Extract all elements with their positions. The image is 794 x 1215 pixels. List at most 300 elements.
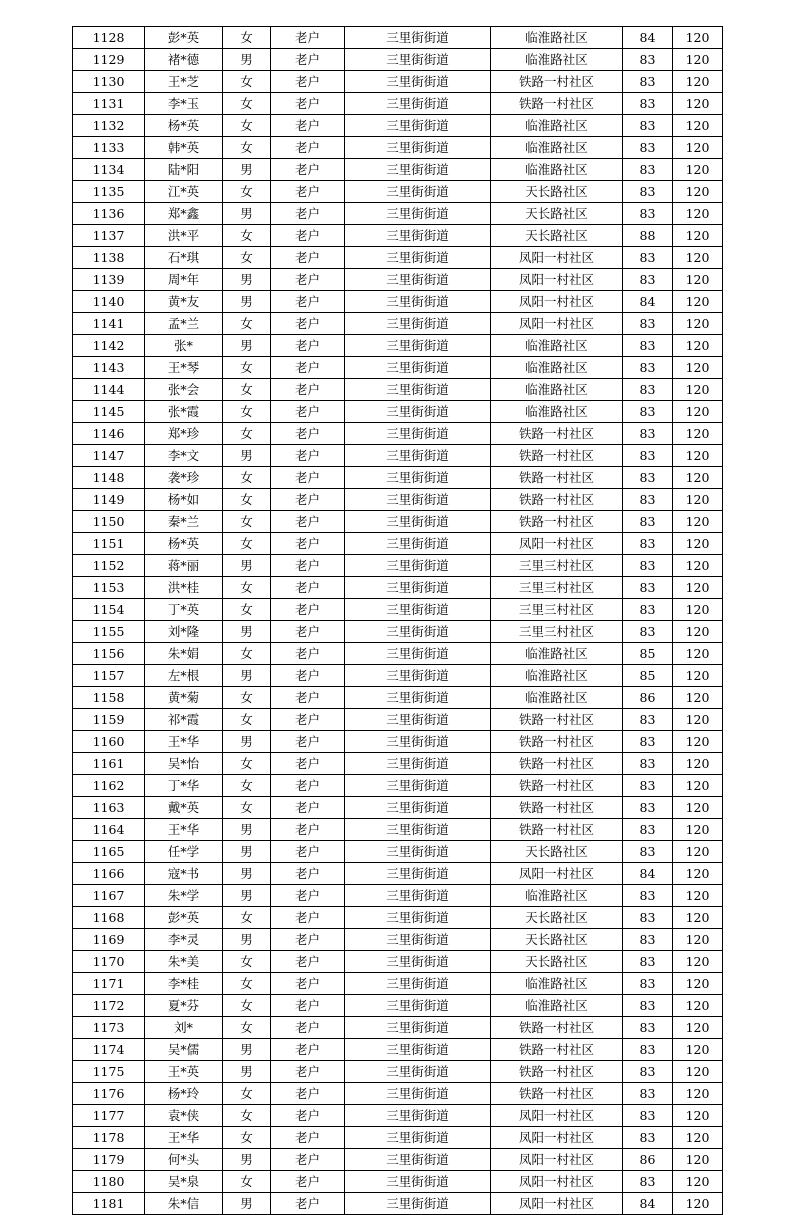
cell-type: 老户: [271, 269, 345, 291]
cell-sex: 女: [223, 93, 271, 115]
table-row: [73, 291, 723, 313]
cell-age: 83: [623, 885, 673, 907]
cell-id: 1178: [73, 1127, 145, 1149]
cell-type: 老户: [271, 775, 345, 797]
cell-id: 1140: [73, 291, 145, 313]
cell-age: 83: [623, 907, 673, 929]
cell-name: 褚*德: [145, 49, 223, 71]
cell-sex: 女: [223, 995, 271, 1017]
table-row: [73, 709, 723, 731]
cell-type: 老户: [271, 995, 345, 1017]
cell-age: 83: [623, 709, 673, 731]
cell-community: 三里三村社区: [491, 621, 623, 643]
table-row: [73, 731, 723, 753]
cell-type: 老户: [271, 841, 345, 863]
cell-amount: 120: [673, 1017, 723, 1039]
cell-type: 老户: [271, 1149, 345, 1171]
cell-amount: 120: [673, 577, 723, 599]
cell-community: 临淮路社区: [491, 995, 623, 1017]
cell-street: 三里街街道: [345, 511, 491, 533]
cell-community: 临淮路社区: [491, 665, 623, 687]
cell-id: 1171: [73, 973, 145, 995]
cell-street: 三里街街道: [345, 599, 491, 621]
cell-sex: 女: [223, 1083, 271, 1105]
cell-name: 吴*怡: [145, 753, 223, 775]
cell-sex: 女: [223, 225, 271, 247]
cell-street: 三里街街道: [345, 1039, 491, 1061]
cell-amount: 120: [673, 533, 723, 555]
cell-id: 1169: [73, 929, 145, 951]
cell-age: 83: [623, 445, 673, 467]
cell-sex: 男: [223, 863, 271, 885]
cell-amount: 120: [673, 621, 723, 643]
cell-amount: 120: [673, 401, 723, 423]
cell-street: 三里街街道: [345, 819, 491, 841]
cell-id: 1174: [73, 1039, 145, 1061]
cell-age: 83: [623, 489, 673, 511]
roster-table-body: [73, 27, 723, 1215]
cell-type: 老户: [271, 929, 345, 951]
cell-id: 1167: [73, 885, 145, 907]
cell-name: 朱*信: [145, 1193, 223, 1215]
cell-sex: 女: [223, 137, 271, 159]
cell-type: 老户: [271, 137, 345, 159]
cell-community: 临淮路社区: [491, 159, 623, 181]
cell-type: 老户: [271, 71, 345, 93]
cell-amount: 120: [673, 357, 723, 379]
cell-name: 何*头: [145, 1149, 223, 1171]
table-row: [73, 907, 723, 929]
cell-street: 三里街街道: [345, 49, 491, 71]
cell-amount: 120: [673, 445, 723, 467]
table-row: [73, 313, 723, 335]
cell-name: 袁*侠: [145, 1105, 223, 1127]
cell-type: 老户: [271, 247, 345, 269]
cell-street: 三里街街道: [345, 357, 491, 379]
cell-community: 凤阳一村社区: [491, 313, 623, 335]
cell-type: 老户: [271, 1193, 345, 1215]
cell-amount: 120: [673, 995, 723, 1017]
cell-amount: 120: [673, 335, 723, 357]
cell-age: 85: [623, 643, 673, 665]
table-row: [73, 951, 723, 973]
cell-age: 83: [623, 841, 673, 863]
cell-sex: 女: [223, 1105, 271, 1127]
cell-age: 83: [623, 775, 673, 797]
cell-street: 三里街街道: [345, 885, 491, 907]
cell-community: 临淮路社区: [491, 27, 623, 49]
cell-id: 1172: [73, 995, 145, 1017]
cell-type: 老户: [271, 577, 345, 599]
cell-name: 寇*书: [145, 863, 223, 885]
cell-sex: 男: [223, 555, 271, 577]
cell-street: 三里街街道: [345, 489, 491, 511]
cell-name: 刘*隆: [145, 621, 223, 643]
cell-street: 三里街街道: [345, 753, 491, 775]
cell-community: 铁路一村社区: [491, 1039, 623, 1061]
cell-amount: 120: [673, 1061, 723, 1083]
cell-name: 杨*玲: [145, 1083, 223, 1105]
cell-name: 彭*英: [145, 907, 223, 929]
cell-amount: 120: [673, 665, 723, 687]
cell-street: 三里街街道: [345, 93, 491, 115]
cell-id: 1157: [73, 665, 145, 687]
table-row: [73, 599, 723, 621]
cell-street: 三里街街道: [345, 1083, 491, 1105]
cell-type: 老户: [271, 709, 345, 731]
cell-sex: 女: [223, 775, 271, 797]
cell-street: 三里街街道: [345, 423, 491, 445]
cell-age: 83: [623, 203, 673, 225]
cell-community: 天长路社区: [491, 203, 623, 225]
cell-id: 1134: [73, 159, 145, 181]
cell-name: 朱*学: [145, 885, 223, 907]
cell-age: 83: [623, 929, 673, 951]
table-row: [73, 775, 723, 797]
cell-id: 1149: [73, 489, 145, 511]
cell-community: 铁路一村社区: [491, 489, 623, 511]
cell-type: 老户: [271, 1171, 345, 1193]
cell-amount: 120: [673, 225, 723, 247]
cell-name: 郑*鑫: [145, 203, 223, 225]
cell-name: 李*文: [145, 445, 223, 467]
cell-sex: 男: [223, 819, 271, 841]
cell-type: 老户: [271, 27, 345, 49]
cell-age: 83: [623, 1061, 673, 1083]
cell-sex: 女: [223, 599, 271, 621]
cell-street: 三里街街道: [345, 335, 491, 357]
cell-amount: 120: [673, 1039, 723, 1061]
cell-amount: 120: [673, 467, 723, 489]
cell-id: 1138: [73, 247, 145, 269]
cell-sex: 女: [223, 577, 271, 599]
cell-type: 老户: [271, 731, 345, 753]
cell-type: 老户: [271, 1017, 345, 1039]
cell-name: 李*桂: [145, 973, 223, 995]
cell-name: 朱*美: [145, 951, 223, 973]
cell-sex: 女: [223, 973, 271, 995]
cell-id: 1144: [73, 379, 145, 401]
cell-amount: 120: [673, 511, 723, 533]
cell-sex: 女: [223, 1171, 271, 1193]
cell-street: 三里街街道: [345, 797, 491, 819]
cell-street: 三里街街道: [345, 159, 491, 181]
cell-amount: 120: [673, 115, 723, 137]
cell-community: 临淮路社区: [491, 357, 623, 379]
cell-sex: 男: [223, 885, 271, 907]
cell-age: 83: [623, 577, 673, 599]
cell-sex: 男: [223, 731, 271, 753]
cell-type: 老户: [271, 225, 345, 247]
cell-amount: 120: [673, 731, 723, 753]
table-row: [73, 379, 723, 401]
cell-community: 三里三村社区: [491, 555, 623, 577]
cell-type: 老户: [271, 445, 345, 467]
table-row: [73, 115, 723, 137]
cell-age: 86: [623, 1149, 673, 1171]
cell-id: 1164: [73, 819, 145, 841]
cell-type: 老户: [271, 467, 345, 489]
cell-id: 1175: [73, 1061, 145, 1083]
table-row: [73, 401, 723, 423]
cell-sex: 女: [223, 951, 271, 973]
cell-amount: 120: [673, 951, 723, 973]
table-row: [73, 27, 723, 49]
table-row: [73, 841, 723, 863]
cell-type: 老户: [271, 819, 345, 841]
cell-amount: 120: [673, 841, 723, 863]
table-row: [73, 71, 723, 93]
cell-street: 三里街街道: [345, 71, 491, 93]
cell-community: 天长路社区: [491, 225, 623, 247]
cell-age: 83: [623, 511, 673, 533]
cell-type: 老户: [271, 599, 345, 621]
cell-sex: 男: [223, 1061, 271, 1083]
cell-name: 杨*英: [145, 115, 223, 137]
cell-type: 老户: [271, 951, 345, 973]
cell-community: 铁路一村社区: [491, 1061, 623, 1083]
cell-amount: 120: [673, 929, 723, 951]
cell-street: 三里街街道: [345, 1193, 491, 1215]
cell-community: 凤阳一村社区: [491, 863, 623, 885]
cell-id: 1168: [73, 907, 145, 929]
cell-community: 铁路一村社区: [491, 423, 623, 445]
table-row: [73, 1083, 723, 1105]
cell-amount: 120: [673, 93, 723, 115]
cell-id: 1139: [73, 269, 145, 291]
cell-type: 老户: [271, 643, 345, 665]
cell-age: 83: [623, 181, 673, 203]
cell-id: 1165: [73, 841, 145, 863]
cell-name: 洪*桂: [145, 577, 223, 599]
cell-community: 凤阳一村社区: [491, 1149, 623, 1171]
cell-sex: 女: [223, 181, 271, 203]
cell-street: 三里街街道: [345, 27, 491, 49]
cell-name: 丁*英: [145, 599, 223, 621]
cell-street: 三里街街道: [345, 555, 491, 577]
cell-id: 1152: [73, 555, 145, 577]
cell-sex: 女: [223, 1017, 271, 1039]
cell-age: 83: [623, 995, 673, 1017]
cell-type: 老户: [271, 621, 345, 643]
cell-age: 86: [623, 687, 673, 709]
cell-community: 天长路社区: [491, 951, 623, 973]
cell-community: 凤阳一村社区: [491, 1171, 623, 1193]
cell-street: 三里街街道: [345, 181, 491, 203]
cell-age: 83: [623, 621, 673, 643]
cell-community: 凤阳一村社区: [491, 247, 623, 269]
cell-street: 三里街街道: [345, 621, 491, 643]
cell-name: 夏*芬: [145, 995, 223, 1017]
cell-amount: 120: [673, 599, 723, 621]
cell-amount: 120: [673, 269, 723, 291]
cell-amount: 120: [673, 489, 723, 511]
cell-type: 老户: [271, 533, 345, 555]
table-row: [73, 269, 723, 291]
cell-type: 老户: [271, 203, 345, 225]
table-row: [73, 159, 723, 181]
cell-type: 老户: [271, 313, 345, 335]
cell-street: 三里街街道: [345, 665, 491, 687]
cell-community: 凤阳一村社区: [491, 291, 623, 313]
cell-amount: 120: [673, 27, 723, 49]
cell-name: 李*灵: [145, 929, 223, 951]
cell-amount: 120: [673, 1149, 723, 1171]
cell-age: 83: [623, 797, 673, 819]
cell-amount: 120: [673, 247, 723, 269]
cell-age: 83: [623, 555, 673, 577]
cell-community: 临淮路社区: [491, 687, 623, 709]
cell-id: 1133: [73, 137, 145, 159]
cell-street: 三里街街道: [345, 137, 491, 159]
cell-street: 三里街街道: [345, 643, 491, 665]
cell-sex: 男: [223, 335, 271, 357]
table-row: [73, 687, 723, 709]
cell-type: 老户: [271, 1127, 345, 1149]
table-row: [73, 885, 723, 907]
cell-id: 1154: [73, 599, 145, 621]
cell-amount: 120: [673, 71, 723, 93]
table-row: [73, 1105, 723, 1127]
cell-sex: 男: [223, 445, 271, 467]
cell-community: 铁路一村社区: [491, 511, 623, 533]
cell-sex: 男: [223, 929, 271, 951]
cell-sex: 男: [223, 1039, 271, 1061]
cell-id: 1143: [73, 357, 145, 379]
cell-community: 临淮路社区: [491, 137, 623, 159]
table-row: [73, 819, 723, 841]
table-row: [73, 1193, 723, 1215]
table-row: [73, 49, 723, 71]
cell-id: 1159: [73, 709, 145, 731]
roster-table: [72, 26, 723, 1215]
cell-type: 老户: [271, 555, 345, 577]
cell-community: 凤阳一村社区: [491, 533, 623, 555]
cell-street: 三里街街道: [345, 247, 491, 269]
cell-street: 三里街街道: [345, 995, 491, 1017]
cell-sex: 男: [223, 269, 271, 291]
cell-id: 1141: [73, 313, 145, 335]
cell-sex: 女: [223, 27, 271, 49]
cell-community: 铁路一村社区: [491, 1017, 623, 1039]
cell-name: 陆*阳: [145, 159, 223, 181]
cell-name: 蒋*丽: [145, 555, 223, 577]
cell-sex: 男: [223, 1149, 271, 1171]
cell-sex: 男: [223, 291, 271, 313]
cell-id: 1181: [73, 1193, 145, 1215]
cell-community: 铁路一村社区: [491, 1083, 623, 1105]
cell-community: 临淮路社区: [491, 115, 623, 137]
cell-age: 83: [623, 1127, 673, 1149]
cell-id: 1135: [73, 181, 145, 203]
cell-id: 1161: [73, 753, 145, 775]
cell-name: 王*芝: [145, 71, 223, 93]
cell-type: 老户: [271, 181, 345, 203]
cell-name: 朱*娟: [145, 643, 223, 665]
cell-sex: 女: [223, 423, 271, 445]
cell-community: 临淮路社区: [491, 401, 623, 423]
cell-age: 83: [623, 467, 673, 489]
cell-street: 三里街街道: [345, 115, 491, 137]
cell-name: 黄*友: [145, 291, 223, 313]
cell-id: 1142: [73, 335, 145, 357]
cell-street: 三里街街道: [345, 1061, 491, 1083]
cell-community: 铁路一村社区: [491, 797, 623, 819]
cell-community: 天长路社区: [491, 907, 623, 929]
table-row: [73, 1017, 723, 1039]
cell-community: 铁路一村社区: [491, 731, 623, 753]
cell-id: 1173: [73, 1017, 145, 1039]
cell-amount: 120: [673, 753, 723, 775]
cell-community: 凤阳一村社区: [491, 1127, 623, 1149]
cell-street: 三里街街道: [345, 709, 491, 731]
cell-id: 1156: [73, 643, 145, 665]
cell-age: 88: [623, 225, 673, 247]
cell-id: 1180: [73, 1171, 145, 1193]
cell-street: 三里街街道: [345, 841, 491, 863]
table-row: [73, 1061, 723, 1083]
cell-amount: 120: [673, 885, 723, 907]
table-row: [73, 445, 723, 467]
table-row: [73, 1127, 723, 1149]
cell-sex: 女: [223, 907, 271, 929]
cell-sex: 女: [223, 467, 271, 489]
table-row: [73, 93, 723, 115]
cell-amount: 120: [673, 291, 723, 313]
cell-sex: 女: [223, 401, 271, 423]
cell-sex: 女: [223, 511, 271, 533]
cell-age: 83: [623, 1105, 673, 1127]
cell-age: 84: [623, 27, 673, 49]
cell-street: 三里街街道: [345, 203, 491, 225]
cell-age: 83: [623, 819, 673, 841]
cell-street: 三里街街道: [345, 1171, 491, 1193]
cell-sex: 男: [223, 621, 271, 643]
cell-age: 83: [623, 1039, 673, 1061]
cell-age: 83: [623, 137, 673, 159]
cell-id: 1155: [73, 621, 145, 643]
cell-name: 洪*平: [145, 225, 223, 247]
cell-age: 83: [623, 973, 673, 995]
table-row: [73, 357, 723, 379]
cell-type: 老户: [271, 489, 345, 511]
cell-community: 凤阳一村社区: [491, 269, 623, 291]
cell-type: 老户: [271, 423, 345, 445]
cell-amount: 120: [673, 1171, 723, 1193]
cell-type: 老户: [271, 379, 345, 401]
cell-community: 天长路社区: [491, 841, 623, 863]
cell-name: 彭*英: [145, 27, 223, 49]
cell-community: 临淮路社区: [491, 643, 623, 665]
cell-id: 1162: [73, 775, 145, 797]
cell-amount: 120: [673, 709, 723, 731]
table-row: [73, 335, 723, 357]
cell-name: 黄*菊: [145, 687, 223, 709]
cell-amount: 120: [673, 863, 723, 885]
cell-community: 三里三村社区: [491, 599, 623, 621]
cell-street: 三里街街道: [345, 1017, 491, 1039]
cell-amount: 120: [673, 775, 723, 797]
cell-community: 天长路社区: [491, 929, 623, 951]
cell-name: 郑*珍: [145, 423, 223, 445]
cell-id: 1170: [73, 951, 145, 973]
cell-type: 老户: [271, 401, 345, 423]
cell-id: 1151: [73, 533, 145, 555]
cell-community: 临淮路社区: [491, 885, 623, 907]
cell-id: 1145: [73, 401, 145, 423]
cell-id: 1147: [73, 445, 145, 467]
cell-sex: 女: [223, 115, 271, 137]
